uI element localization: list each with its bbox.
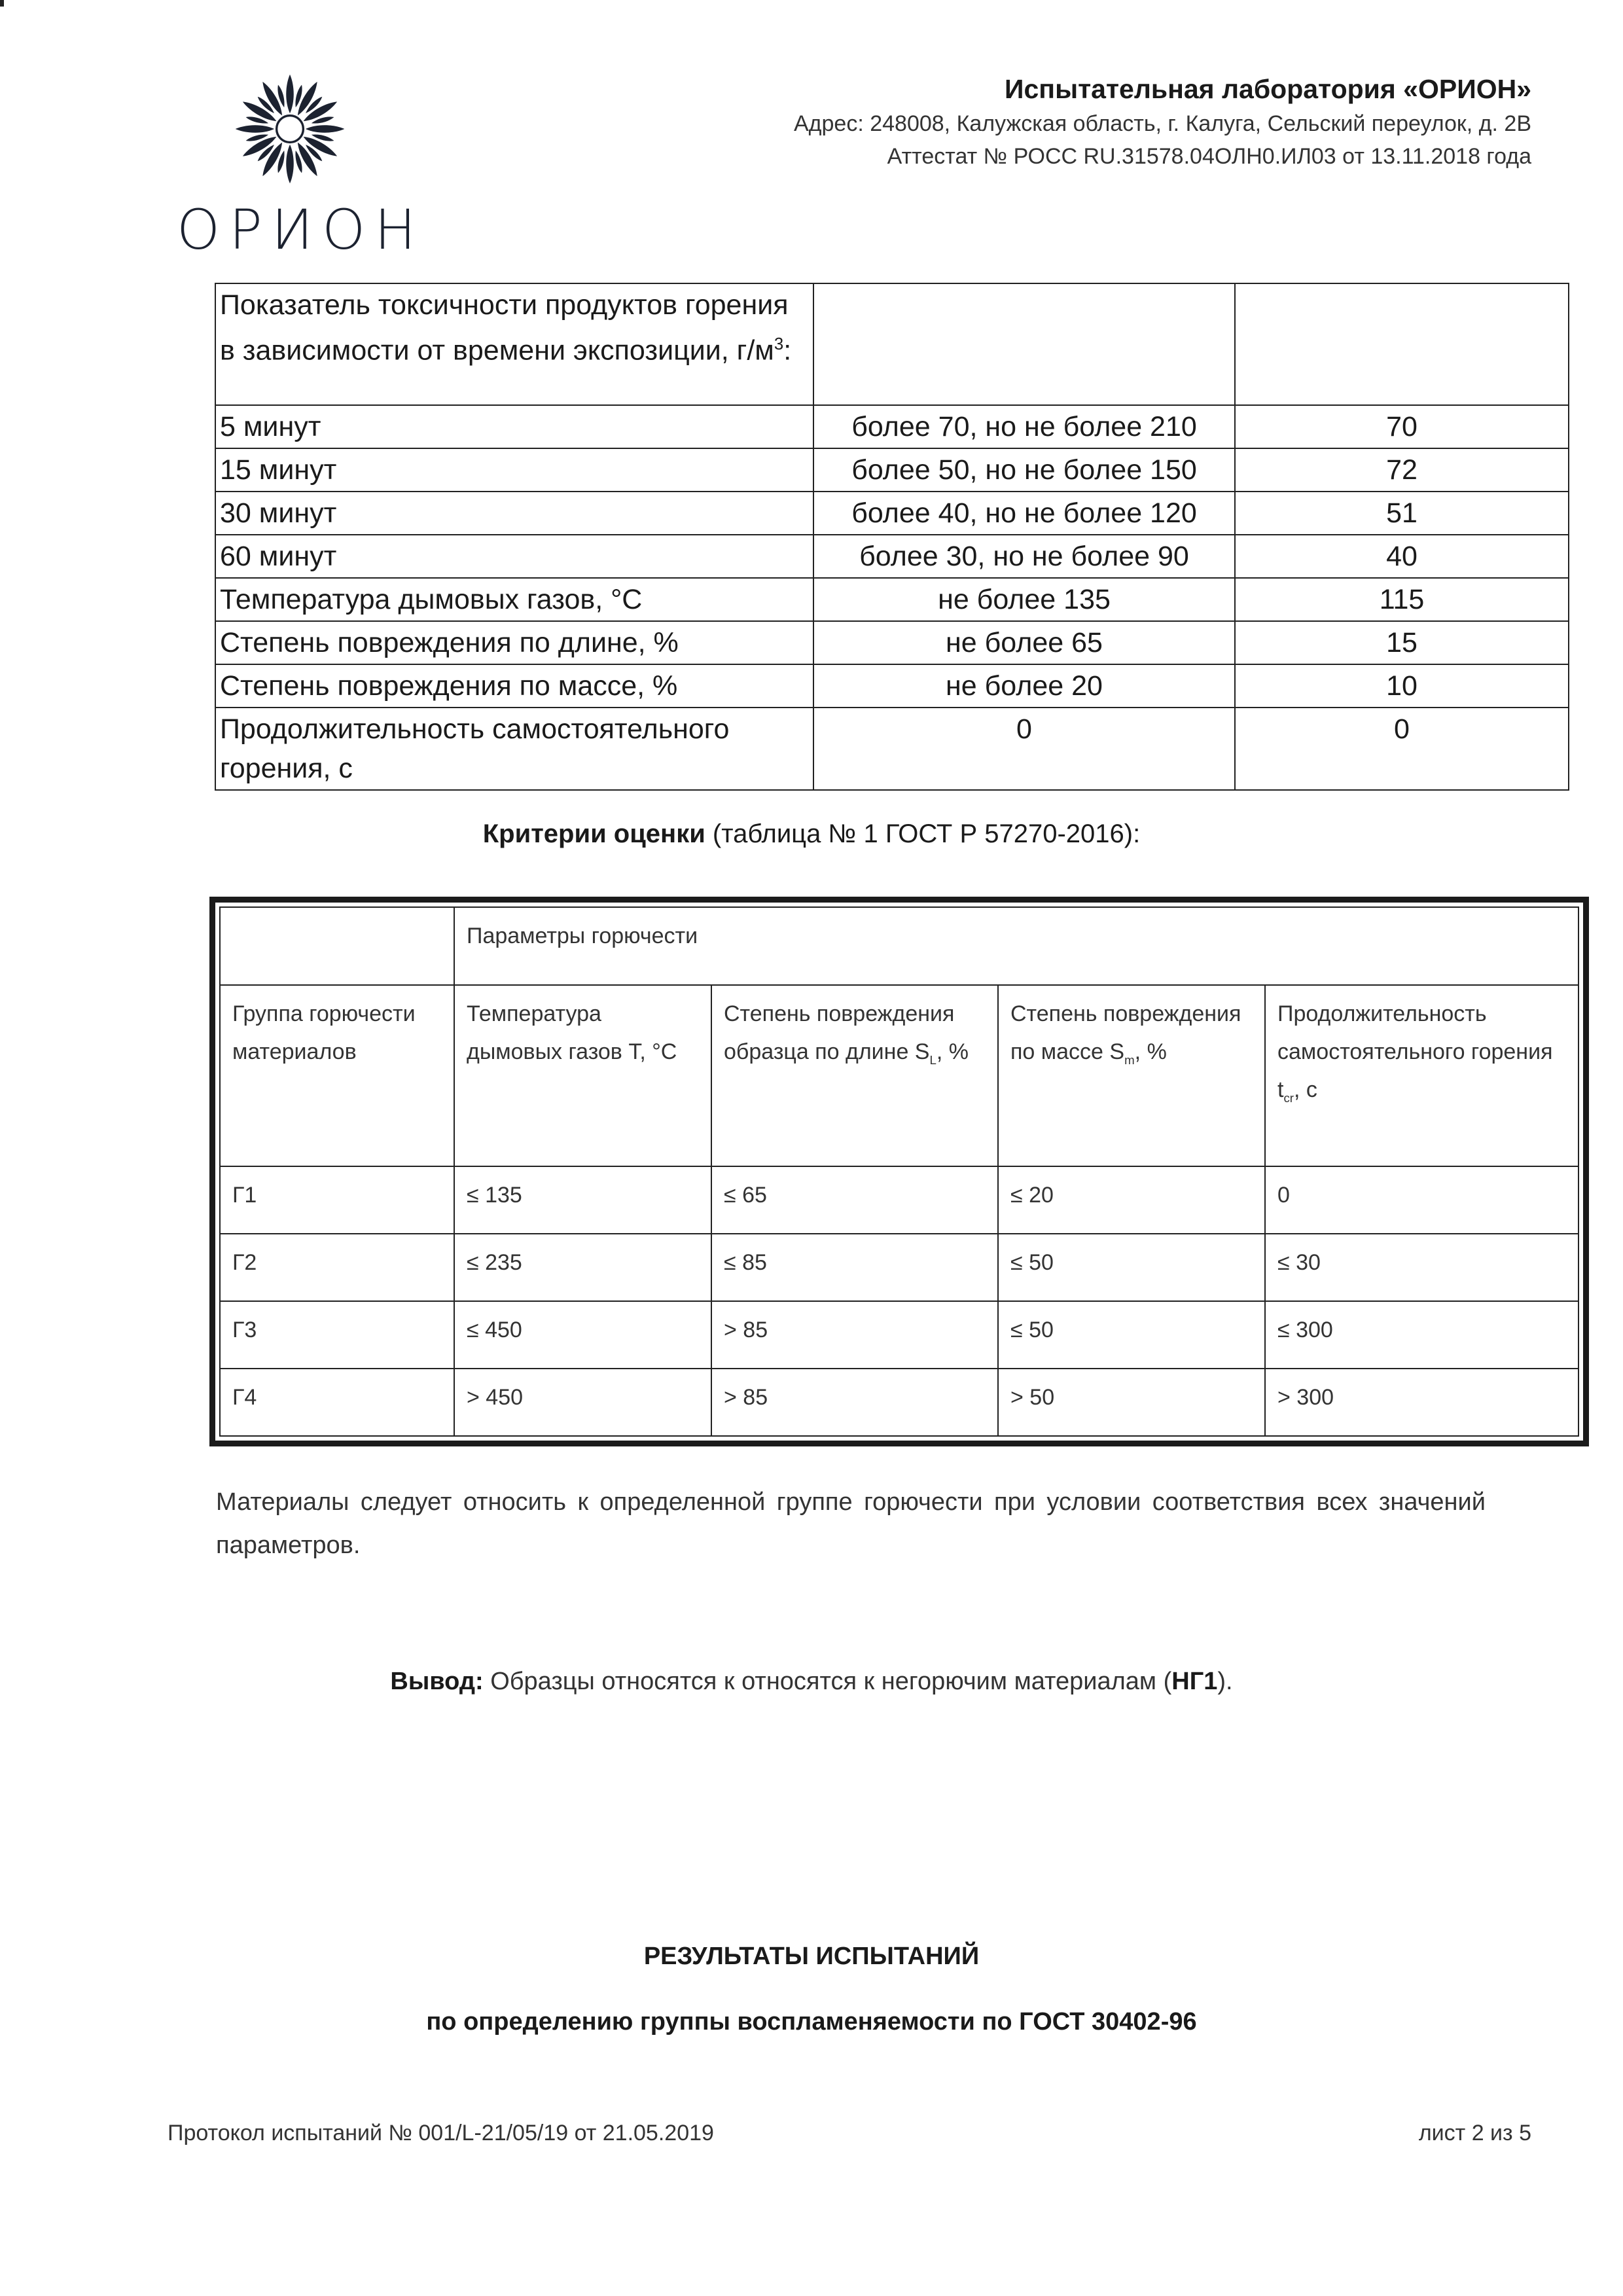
table-row bbox=[215, 578, 1569, 621]
mass-cell: ≤ 50 bbox=[998, 1301, 1265, 1369]
section-subtitle: по определению группы воспламеняемости по ГОСТ 30402-96 bbox=[426, 2008, 1197, 2036]
table-row bbox=[220, 1166, 1578, 1234]
table-row bbox=[215, 535, 1569, 578]
mass-cell: ≤ 50 bbox=[998, 1234, 1265, 1301]
norm-cell: более 50, но не более 150 bbox=[813, 448, 1235, 492]
value-cell: 15 bbox=[1235, 621, 1569, 664]
orion-logo bbox=[177, 73, 425, 262]
table-row bbox=[215, 621, 1569, 664]
value-cell: 10 bbox=[1235, 664, 1569, 708]
params-header: Параметры горючести bbox=[454, 907, 1578, 985]
norm-cell: более 40, но не более 120 bbox=[813, 492, 1235, 535]
table-row bbox=[215, 448, 1569, 492]
table-header-row bbox=[220, 985, 1578, 1166]
value-cell bbox=[1235, 283, 1569, 405]
value-cell: 0 bbox=[1235, 708, 1569, 790]
group-cell: Г2 bbox=[220, 1234, 454, 1301]
mass-cell: > 50 bbox=[998, 1369, 1265, 1436]
criteria-table-frame bbox=[209, 897, 1589, 1446]
criteria-note: Материалы следует относить к определенной группе горючести при условии соответствия всех значенийпараметров. bbox=[216, 1488, 1486, 1559]
time-cell: 0 bbox=[1265, 1166, 1578, 1234]
group-cell: Г4 bbox=[220, 1369, 454, 1436]
value-cell: 72 bbox=[1235, 448, 1569, 492]
group-cell: Г3 bbox=[220, 1301, 454, 1369]
value-cell: 40 bbox=[1235, 535, 1569, 578]
group-cell: Г1 bbox=[220, 1166, 454, 1234]
section-title: РЕЗУЛЬТАТЫ ИСПЫТАНИЙ bbox=[643, 1943, 980, 1970]
table-row bbox=[220, 907, 1578, 985]
conclusion: Вывод: Образцы относятся к относятся к негорючим материалам (НГ1). bbox=[390, 1668, 1233, 1695]
page-number: лист 2 из 5 bbox=[1418, 2121, 1531, 2145]
param-cell: Продолжительность самостоятельного горения, с bbox=[215, 708, 813, 790]
param-cell: 60 минут bbox=[215, 535, 813, 578]
table-row bbox=[215, 405, 1569, 448]
scan-artifact bbox=[0, 0, 4, 7]
sun-flower-icon bbox=[234, 73, 346, 185]
temp-cell: > 450 bbox=[454, 1369, 711, 1436]
length-cell: > 85 bbox=[711, 1369, 998, 1436]
lab-attestat: Аттестат № РОСС RU.31578.04ОЛН0.ИЛ03 от 13.11.2018 года bbox=[887, 144, 1531, 169]
col-header-group: Группа горючести материалов bbox=[220, 985, 454, 1166]
norm-cell: не более 65 bbox=[813, 621, 1235, 664]
time-cell: > 300 bbox=[1265, 1369, 1578, 1436]
param-cell: Степень повреждения по длине, % bbox=[215, 621, 813, 664]
norm-cell: не более 135 bbox=[813, 578, 1235, 621]
table-row bbox=[220, 1234, 1578, 1301]
col-header-mass: Степень повреждения по массе $S_m$, % bbox=[998, 985, 1265, 1166]
value-cell: 51 bbox=[1235, 492, 1569, 535]
lab-name: Испытательная лаборатория «ОРИОН» bbox=[1005, 74, 1531, 104]
param-cell: Степень повреждения по массе, % bbox=[215, 664, 813, 708]
toxicity-header-cell: Показатель токсичности продуктов горения в зависимости от времени экспозиции, $г/м^3$: bbox=[215, 283, 813, 405]
norm-cell bbox=[813, 283, 1235, 405]
logo-wordmark: ОРИОН bbox=[177, 198, 425, 262]
param-cell: 30 минут bbox=[215, 492, 813, 535]
length-cell: ≤ 65 bbox=[711, 1166, 998, 1234]
lab-address: Адрес: 248008, Калужская область, г. Калуга, Сельский переулок, д. 2В bbox=[794, 111, 1531, 136]
length-cell: ≤ 85 bbox=[711, 1234, 998, 1301]
length-cell: > 85 bbox=[711, 1301, 998, 1369]
col-header-length: Степень повреждения образца по длине $S_L$, % bbox=[711, 985, 998, 1166]
table-row bbox=[220, 1301, 1578, 1369]
temp-cell: ≤ 235 bbox=[454, 1234, 711, 1301]
criteria-title: Критерии оценки (таблица № 1 ГОСТ Р 57270-2016): bbox=[482, 819, 1141, 848]
protocol-number: Протокол испытаний № 001/L-21/05/19 от 21.05.2019 bbox=[168, 2121, 714, 2145]
table-row bbox=[220, 1369, 1578, 1436]
norm-cell: более 30, но не более 90 bbox=[813, 535, 1235, 578]
col-header-time: Продолжительность самостоятельного горения $t_{cr}$, с bbox=[1265, 985, 1578, 1166]
col-header-temp: Температура дымовых газов Т, °С bbox=[454, 985, 711, 1166]
norm-cell: 0 bbox=[813, 708, 1235, 790]
norm-cell: не более 20 bbox=[813, 664, 1235, 708]
value-cell: 70 bbox=[1235, 405, 1569, 448]
results-table bbox=[215, 283, 1569, 791]
table-row bbox=[215, 664, 1569, 708]
param-cell: 15 минут bbox=[215, 448, 813, 492]
lab-info bbox=[794, 71, 1531, 173]
value-cell: 115 bbox=[1235, 578, 1569, 621]
criteria-table bbox=[219, 906, 1579, 1437]
time-cell: ≤ 300 bbox=[1265, 1301, 1578, 1369]
table-row bbox=[215, 492, 1569, 535]
norm-cell: более 70, но не более 210 bbox=[813, 405, 1235, 448]
time-cell: ≤ 30 bbox=[1265, 1234, 1578, 1301]
temp-cell: ≤ 135 bbox=[454, 1166, 711, 1234]
param-cell: Температура дымовых газов, °С bbox=[215, 578, 813, 621]
table-row bbox=[215, 708, 1569, 790]
mass-cell: ≤ 20 bbox=[998, 1166, 1265, 1234]
table-row bbox=[215, 283, 1569, 405]
empty-corner-cell bbox=[220, 907, 454, 985]
temp-cell: ≤ 450 bbox=[454, 1301, 711, 1369]
param-cell: 5 минут bbox=[215, 405, 813, 448]
